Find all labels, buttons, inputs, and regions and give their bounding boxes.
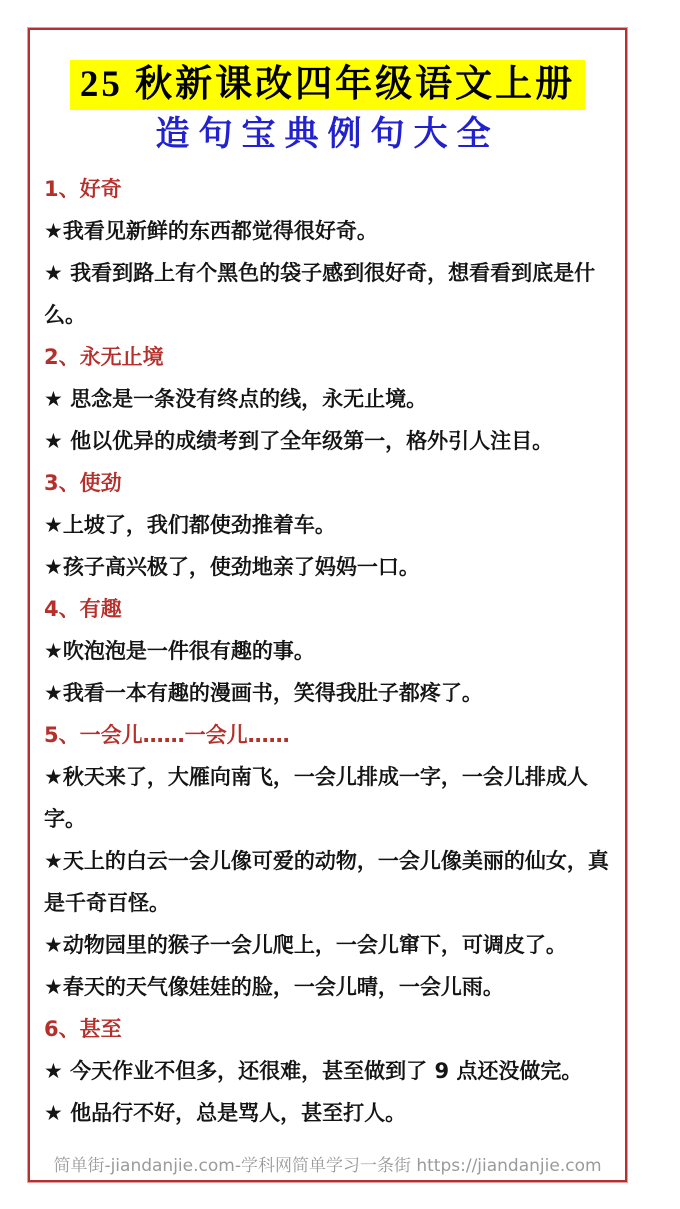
section-heading: 5、一会儿……一会儿…… [44, 723, 290, 747]
examples-content [30, 158, 625, 1134]
footer-watermark: 简单街-jiandanjie.com-学科网简单学习一条街 https://jiandanjie.com [53, 1156, 602, 1176]
section [44, 336, 623, 462]
example-sentence: ★天上的白云一会儿像可爱的动物，一会儿像美丽的仙女，真是千奇百怪。 [44, 849, 609, 915]
example-sentence: ★ 我看到路上有个黑色的袋子感到很好奇，想看看到底是什么。 [44, 261, 596, 327]
example-sentence: ★ 他以优异的成绩考到了全年级第一，格外引人注目。 [44, 429, 554, 453]
page-title: 25 秋新课改四年级语文上册 [70, 60, 585, 110]
example-sentence: ★动物园里的猴子一会儿爬上，一会儿窜下，可调皮了。 [44, 933, 567, 957]
example-sentence: ★上坡了，我们都使劲推着车。 [44, 513, 336, 537]
example-sentence: ★ 思念是一条没有终点的线，永无止境。 [44, 387, 428, 411]
example-sentence: ★ 他品行不好，总是骂人，甚至打人。 [44, 1101, 407, 1125]
section [44, 1008, 623, 1134]
section [44, 714, 623, 1008]
example-sentence: ★春天的天气像娃娃的脸，一会儿晴，一会儿雨。 [44, 975, 504, 999]
section [44, 462, 623, 588]
section-heading: 1、好奇 [44, 177, 122, 201]
example-sentence: ★我看一本有趣的漫画书，笑得我肚子都疼了。 [44, 681, 483, 705]
section [44, 168, 623, 336]
example-sentence: ★孩子高兴极了，使劲地亲了妈妈一口。 [44, 555, 420, 579]
example-sentence: ★我看见新鲜的东西都觉得很好奇。 [44, 219, 378, 243]
example-sentence: ★吹泡泡是一件很有趣的事。 [44, 639, 315, 663]
title-block [30, 60, 625, 110]
section-heading: 6、甚至 [44, 1017, 122, 1041]
section-heading: 4、有趣 [44, 597, 122, 621]
document-frame [28, 28, 627, 1182]
example-sentence: ★ 今天作业不但多，还很难，甚至做到了 9 点还没做完。 [44, 1059, 583, 1083]
example-sentence: ★秋天来了，大雁向南飞，一会儿排成一字，一会儿排成人字。 [44, 765, 588, 831]
page-subtitle: 造句宝典例句大全 [155, 116, 500, 153]
section-heading: 3、使劲 [44, 471, 122, 495]
section-heading: 2、永无止境 [44, 345, 164, 369]
section [44, 588, 623, 714]
